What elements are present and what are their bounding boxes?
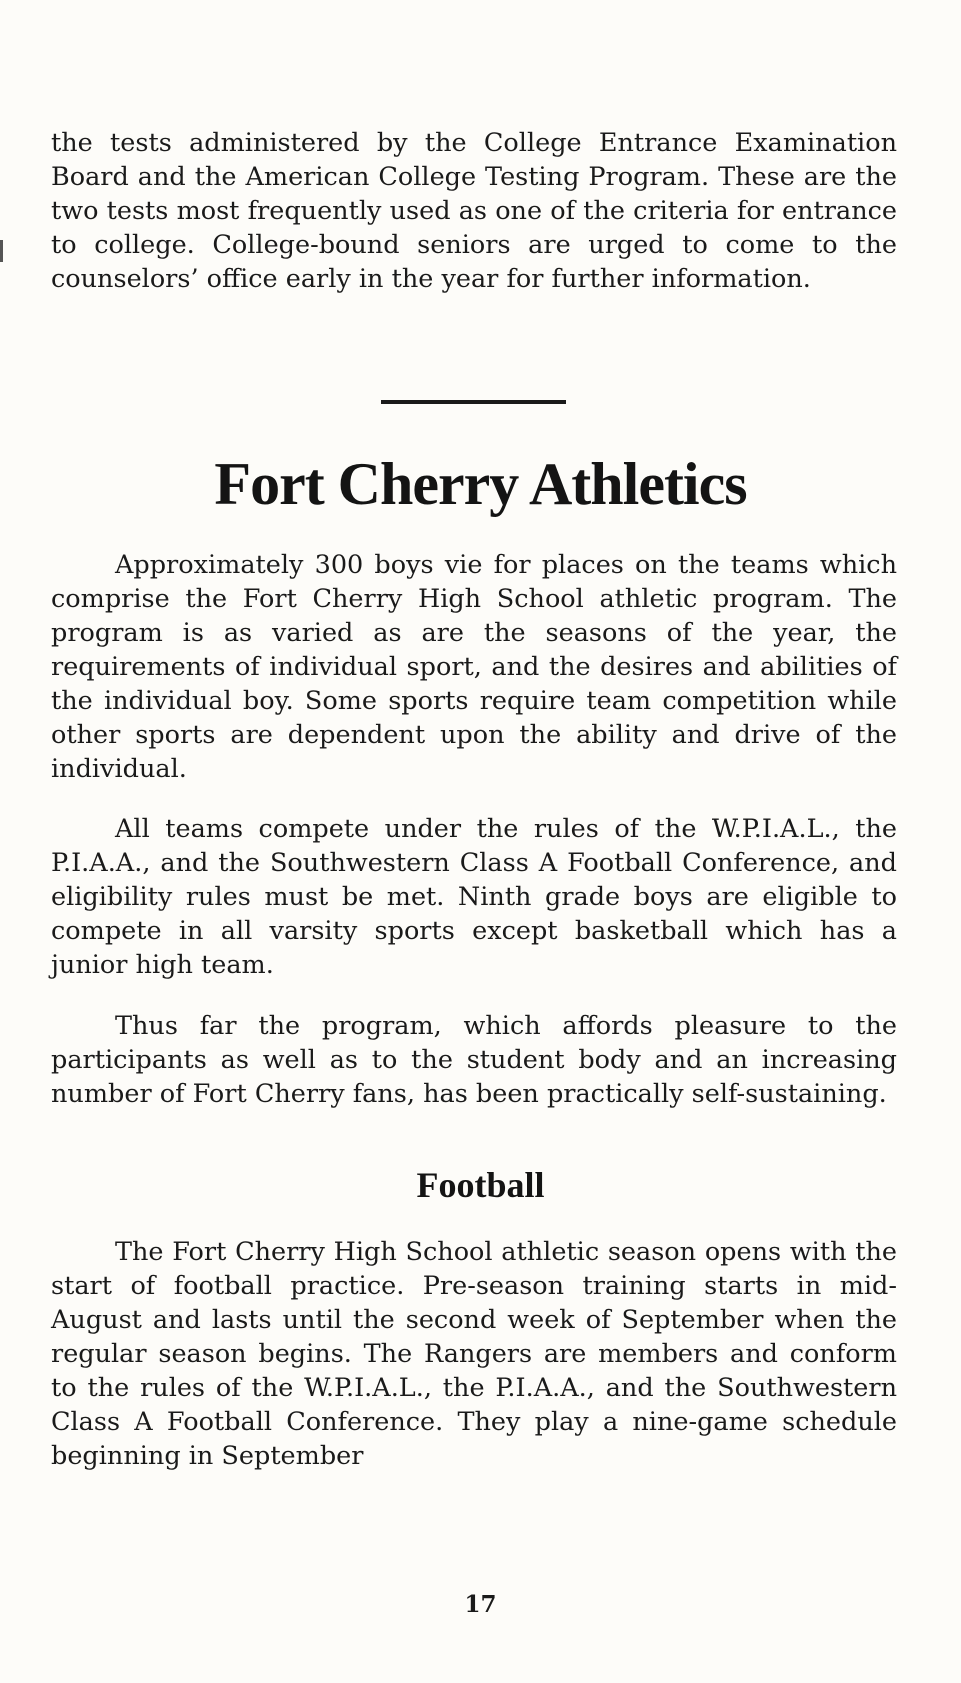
- athletics-paragraph-2: All teams compete under the rules of the W.P.I.A.L., the P.I.A.A., and the Southwestern Class A Football Conference, and eligibility rules must be met. Ninth grade boys are eligible to compete in all varsity sports except basketball which has a junior high team.: [51, 814, 897, 980]
- intro-paragraph: the tests administered by the College Entrance Examination Board and the American College Testing Program. These are the two tests most frequently used as one of the criteria for entrance to college. College-bound seniors are urged to come to the counselors’ office early in the year for further information.: [51, 128, 897, 294]
- page-edge-mark: [0, 240, 3, 262]
- section-title: Fort Cherry Athletics: [214, 451, 747, 517]
- football-paragraph: The Fort Cherry High School athletic season opens with the start of football practice. Pre-season training starts in mid-August and lasts until the second week of September when the regular season begins. The Rangers are members and conform to the rules of the W.P.I.A.L., the P.I.A.A., and the Southwestern Class A Football Conference. They play a nine-game schedule beginning in September: [51, 1237, 897, 1471]
- subsection-title: Football: [416, 1165, 545, 1205]
- athletics-paragraph-3: Thus far the program, which affords pleasure to the participants as well as to the student body and an increasing number of Fort Cherry fans, has been practically self-sustaining.: [51, 1011, 897, 1109]
- page-number: 17: [464, 1591, 497, 1618]
- section-divider: [381, 400, 566, 404]
- athletics-paragraph-1: Approximately 300 boys vie for places on the teams which comprise the Fort Cherry High School athletic program. The program is as varied as are the seasons of the year, the requirements of individual sport, and the desires and abilities of the individual boy. Some sports require team competition while other sports are dependent upon the ability and drive of the individual.: [51, 550, 897, 784]
